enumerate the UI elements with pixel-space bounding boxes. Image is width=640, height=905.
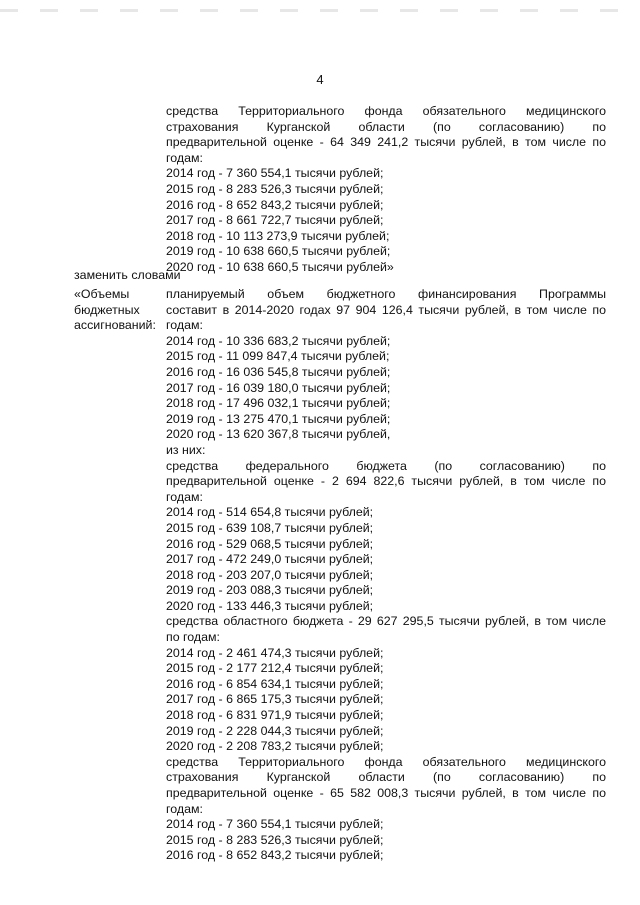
year-line: 2016 год - 8 652 843,2 тысячи рублей;: [166, 197, 384, 212]
year-line: 2020 год - 2 208 783,2 тысячи рублей;: [166, 739, 384, 754]
text-line: из них:: [166, 442, 206, 457]
section-label: [74, 287, 156, 334]
text-line: страхования Курганской области (по согласованию) по: [166, 119, 606, 134]
text-line: средства федерального бюджета (по согласованию) по: [166, 458, 606, 473]
text-line: годам:: [166, 150, 203, 165]
year-line: 2019 год - 203 088,3 тысячи рублей;: [166, 583, 374, 598]
text-line: страхования Курганской области (по согласованию) по: [166, 770, 606, 785]
text-line: по годам:: [166, 630, 220, 645]
text-line: предварительной оценке - 2 694 822,6 тысячи рублей, в том числе по: [166, 474, 606, 489]
text-line: средства Территориального фонда обязательного медицинского: [166, 754, 606, 769]
year-line: 2015 год - 8 283 526,3 тысячи рублей;: [166, 181, 384, 196]
year-line: 2014 год - 7 360 554,1 тысячи рублей;: [166, 166, 384, 181]
year-line: 2017 год - 6 865 175,3 тысячи рублей;: [166, 692, 384, 707]
year-line: 2014 год - 7 360 554,1 тысячи рублей;: [166, 817, 384, 832]
text-line: годам:: [166, 489, 203, 504]
year-line: 2018 год - 203 207,0 тысячи рублей;: [166, 567, 374, 582]
main-block: [166, 287, 606, 864]
scan-artifact: [0, 9, 640, 12]
year-line: 2015 год - 639 108,7 тысячи рублей;: [166, 520, 374, 535]
text-line: планируемый объем бюджетного финансирования Программы: [166, 287, 606, 301]
top-block: [166, 104, 606, 276]
text-line: годам:: [166, 801, 203, 816]
year-line: 2017 год - 16 039 180,0 тысячи рублей;: [166, 380, 391, 395]
year-line: 2018 год - 10 113 273,9 тысячи рублей;: [166, 228, 390, 243]
label-line: «Объемы: [74, 287, 130, 301]
year-line: 2018 год - 6 831 971,9 тысячи рублей;: [166, 708, 384, 723]
text-line: средства Территориального фонда обязательного медицинского: [166, 104, 606, 118]
year-line: 2017 год - 8 661 722,7 тысячи рублей;: [166, 213, 384, 228]
year-line: 2020 год - 133 446,3 тысячи рублей;: [166, 598, 374, 613]
text-line: годам:: [166, 318, 203, 333]
replace-text: заменить словами: [74, 268, 181, 282]
text-line: средства областного бюджета - 29 627 295,5 тысячи рублей, в том числе: [166, 614, 606, 629]
label-line: бюджетных: [74, 302, 140, 317]
year-line: 2016 год - 529 068,5 тысячи рублей;: [166, 536, 374, 551]
label-line: ассигнований:: [74, 318, 156, 333]
year-line: 2016 год - 8 652 843,2 тысячи рублей;: [166, 848, 384, 863]
year-line: 2019 год - 10 638 660,5 тысячи рублей;: [166, 244, 391, 259]
year-line: 2014 год - 514 654,8 тысячи рублей;: [166, 505, 374, 520]
year-line: 2016 год - 16 036 545,8 тысячи рублей;: [166, 364, 391, 379]
year-line: 2018 год - 17 496 032,1 тысячи рублей;: [166, 396, 391, 411]
year-line: 2017 год - 472 249,0 тысячи рублей;: [166, 552, 374, 567]
year-line: 2014 год - 10 336 683,2 тысячи рублей;: [166, 333, 391, 348]
year-line: 2015 год - 8 283 526,3 тысячи рублей;: [166, 832, 384, 847]
text-line: предварительной оценке - 64 349 241,2 тысячи рублей, в том числе по: [166, 135, 606, 150]
year-line: 2014 год - 2 461 474,3 тысячи рублей;: [166, 645, 384, 660]
year-line: 2020 год - 10 638 660,5 тысячи рублей»: [166, 259, 394, 274]
page-number: 4: [316, 72, 324, 87]
text-line: составит в 2014-2020 годах 97 904 126,4 тысячи рублей, в том числе по: [166, 302, 606, 317]
year-line: 2015 год - 11 099 847,4 тысячи рублей;: [166, 349, 390, 364]
year-line: 2019 год - 2 228 044,3 тысячи рублей;: [166, 723, 384, 738]
year-line: 2020 год - 13 620 367,8 тысячи рублей,: [166, 427, 391, 442]
year-line: 2016 год - 6 854 634,1 тысячи рублей;: [166, 676, 384, 691]
year-line: 2015 год - 2 177 212,4 тысячи рублей;: [166, 661, 384, 676]
text-line: предварительной оценке - 65 582 008,3 тысячи рублей, в том числе по: [166, 786, 606, 800]
year-line: 2019 год - 13 275 470,1 тысячи рублей;: [166, 411, 391, 426]
